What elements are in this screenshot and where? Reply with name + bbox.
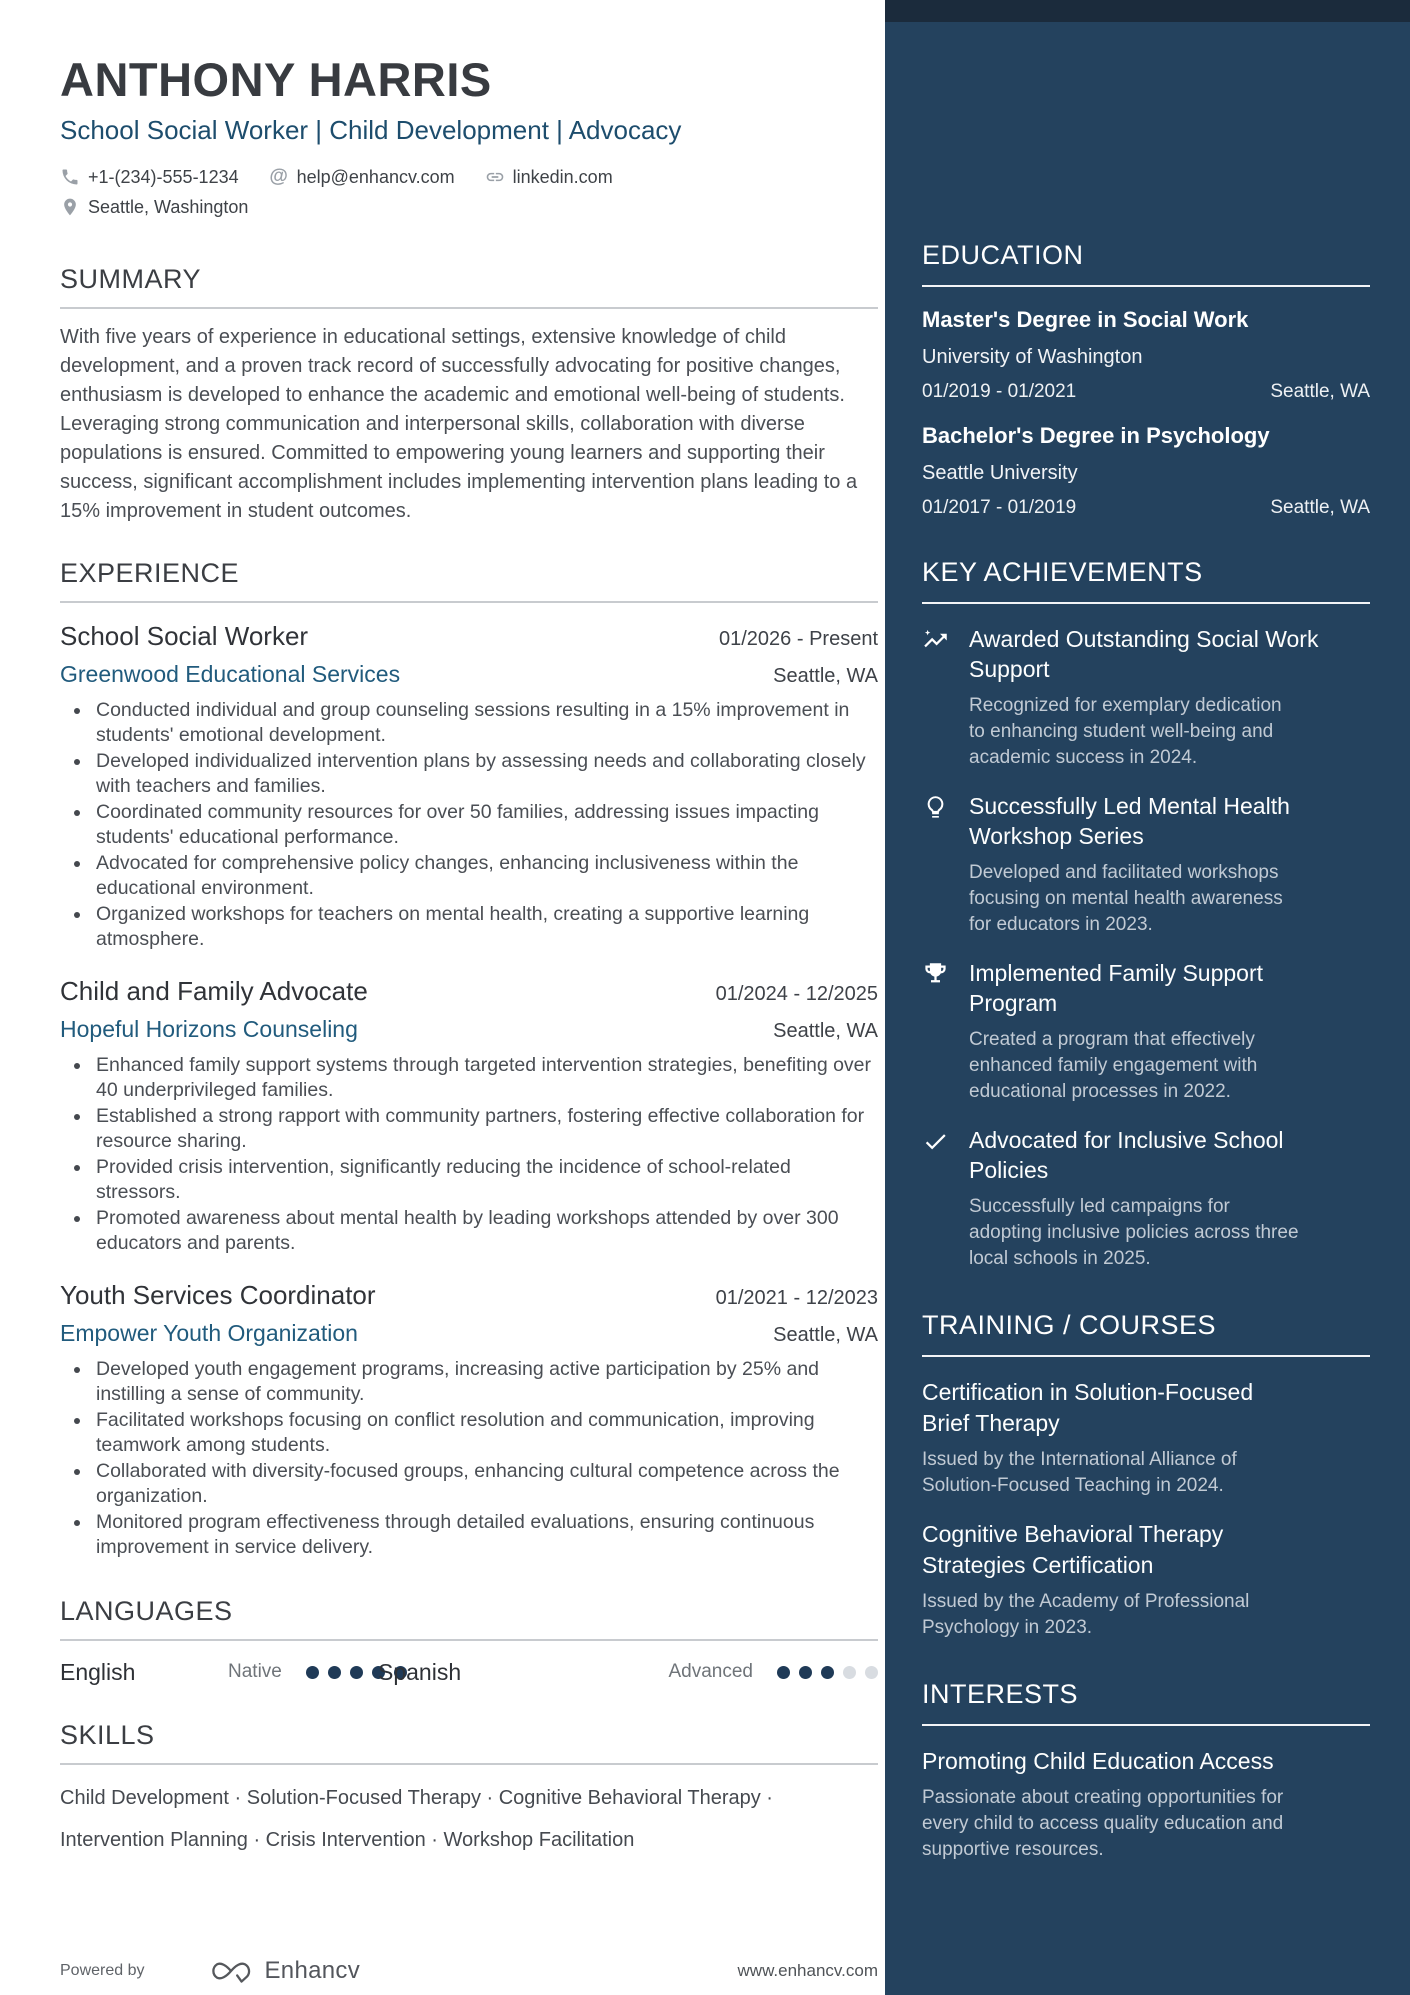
achievement-title: Advocated for Inclusive School Policies [969, 1127, 1284, 1183]
achievement-description: Recognized for exemplary dedication to enhancing student well-being and academic success in 2024. [969, 695, 1282, 768]
language-level: Advanced [668, 1661, 753, 1683]
sidebar-top-strip [885, 0, 1410, 22]
job-title: Child and Family Advocate [60, 975, 368, 1006]
bullet-item: Collaborated with diversity-focused groups, enhancing cultural competence across the organization. [60, 1459, 878, 1509]
location-text: Seattle, Washington [88, 196, 249, 217]
achievement-title: Implemented Family Support Program [969, 960, 1264, 1016]
skills-section [60, 1720, 878, 1861]
candidate-headline: School Social Worker | Child Development | Advocacy [60, 115, 682, 146]
checkmark-icon [922, 1125, 969, 1272]
job-dates: 01/2021 - 12/2023 [715, 1286, 878, 1309]
bullet-item: Established a strong rapport with community partners, fostering effective collaboration for resource sharing. [60, 1104, 878, 1154]
proficiency-dot [865, 1666, 878, 1679]
courses-section [922, 1310, 1370, 1641]
section-divider [60, 1763, 878, 1765]
brand-name: Enhancv [264, 1956, 360, 1984]
trophy-icon [922, 958, 969, 1105]
section-divider [60, 1639, 878, 1641]
candidate-name: ANTHONY HARRIS [60, 53, 492, 106]
bullet-item: Conducted individual and group counseling sessions resulting in a 15% improvement in students' emotional development. [60, 698, 878, 748]
job-entry [60, 976, 878, 1256]
course-title: Certification in Solution-Focused Brief Therapy [922, 1379, 1254, 1436]
degree-title: Master's Degree in Social Work [922, 307, 1249, 332]
experience-heading: EXPERIENCE [60, 557, 240, 588]
achievement-item [922, 958, 1370, 1105]
summary-heading: SUMMARY [60, 263, 202, 294]
section-divider [60, 307, 878, 309]
trending-arrow-icon [922, 624, 969, 771]
skills-heading: SKILLS [60, 1719, 155, 1750]
achievement-item [922, 1125, 1370, 1272]
sidebar-divider [922, 1355, 1370, 1357]
language-level: Native [228, 1661, 282, 1683]
degree-title: Bachelor's Degree in Psychology [922, 423, 1270, 448]
job-dates: 01/2024 - 12/2025 [715, 982, 878, 1005]
proficiency-dot [821, 1666, 834, 1679]
achievement-description: Developed and facilitated workshops focusing on mental health awareness for educators in 2023. [969, 862, 1283, 935]
lightbulb-icon [922, 791, 969, 938]
powered-by-label: Powered by [60, 1961, 145, 1979]
course-description: Issued by the Academy of Professional Psychology in 2023. [922, 1591, 1250, 1638]
job-bullets [60, 1053, 878, 1256]
achievement-item [922, 791, 1370, 938]
phone-number: +1-(234)-555-1234 [88, 166, 239, 187]
education-section [922, 240, 1370, 519]
job-bullets [60, 1357, 878, 1560]
language-item [60, 1659, 378, 1686]
languages-row [60, 1659, 878, 1686]
proficiency-dot [328, 1666, 341, 1679]
sidebar-content [885, 0, 1410, 1863]
phone-contact[interactable] [60, 167, 239, 188]
achievements-heading: KEY ACHIEVEMENTS [922, 557, 1203, 587]
skills-list: Child Development · Solution-Focused Therapy · Cognitive Behavioral Therapy · Intervention Planning · Crisis Intervention · Workshop Facilitation [60, 1786, 773, 1851]
job-bullets [60, 698, 878, 952]
job-location: Seattle, WA [773, 664, 878, 687]
proficiency-dot [350, 1666, 363, 1679]
achievement-description: Created a program that effectively enhanced family engagement with educational processes in 2022. [969, 1029, 1258, 1102]
sidebar-divider [922, 1724, 1370, 1726]
bullet-item: Promoted awareness about mental health by leading workshops attended by over 300 educators and parents. [60, 1206, 878, 1256]
footer [60, 1957, 878, 1985]
email-contact[interactable] [269, 167, 455, 188]
language-proficiency-dots [777, 1666, 878, 1679]
education-entry [922, 421, 1370, 519]
achievement-item [922, 624, 1370, 771]
location-row [60, 197, 878, 218]
bullet-item: Monitored program effectiveness through detailed evaluations, ensuring continuous improvement in service delivery. [60, 1510, 878, 1560]
email-address: help@enhancv.com [296, 166, 455, 187]
interest-title: Promoting Child Education Access [922, 1748, 1274, 1774]
language-name: English [60, 1658, 136, 1685]
sidebar-divider [922, 602, 1370, 604]
bullet-item: Enhanced family support systems through targeted intervention strategies, benefiting over 40 underprivileged families. [60, 1053, 878, 1103]
job-entry [60, 1280, 878, 1560]
education-entry [922, 305, 1370, 403]
courses-heading: TRAINING / COURSES [922, 1310, 1217, 1340]
education-location: Seattle, WA [1270, 381, 1370, 402]
education-location: Seattle, WA [1270, 497, 1370, 518]
proficiency-dot [777, 1666, 790, 1679]
at-icon: @ [269, 166, 288, 188]
bullet-item: Developed individualized intervention plans by assessing needs and collaborating closely with teachers and families. [60, 749, 878, 799]
bullet-item: Provided crisis intervention, significantly reducing the incidence of school-related stressors. [60, 1155, 878, 1205]
bullet-item: Facilitated workshops focusing on conflict resolution and communication, improving teamwork among students. [60, 1408, 878, 1458]
bullet-item: Organized workshops for teachers on mental health, creating a supportive learning atmosphere. [60, 902, 878, 952]
linkedin-url: linkedin.com [512, 166, 613, 187]
course-title: Cognitive Behavioral Therapy Strategies Certification [922, 1521, 1224, 1578]
interests-heading: INTERESTS [922, 1679, 1079, 1709]
proficiency-dot [306, 1666, 319, 1679]
course-item [922, 1519, 1370, 1641]
experience-section [60, 558, 878, 1560]
education-dates: 01/2019 - 01/2021 [922, 381, 1077, 402]
bullet-item: Advocated for comprehensive policy changes, enhancing inclusiveness within the educational environment. [60, 851, 878, 901]
job-title: School Social Worker [60, 620, 309, 651]
job-location: Seattle, WA [773, 1323, 878, 1346]
proficiency-dot [843, 1666, 856, 1679]
enhancv-logo [209, 1957, 253, 1985]
location-pin-icon [60, 197, 80, 217]
proficiency-dot [799, 1666, 812, 1679]
phone-icon [60, 167, 80, 187]
languages-heading: LANGUAGES [60, 1595, 233, 1626]
interests-section [922, 1679, 1370, 1863]
interest-description: Passionate about creating opportunities for every child to access quality education and supportive resources. [922, 1787, 1284, 1860]
school-name: Seattle University [922, 462, 1078, 484]
achievements-section [922, 557, 1370, 1272]
sidebar-divider [922, 285, 1370, 287]
language-item [378, 1659, 878, 1686]
linkedin-contact[interactable] [485, 167, 613, 188]
summary-section [60, 264, 878, 526]
interest-item [922, 1746, 1370, 1863]
achievement-title: Successfully Led Mental Health Workshop Series [969, 793, 1290, 849]
education-dates: 01/2017 - 01/2019 [922, 497, 1077, 518]
job-dates: 01/2026 - Present [719, 627, 878, 650]
job-company: Empower Youth Organization [60, 1319, 358, 1346]
job-location: Seattle, WA [773, 1019, 878, 1042]
link-icon [485, 167, 505, 187]
job-title: Youth Services Coordinator [60, 1279, 376, 1310]
school-name: University of Washington [922, 346, 1143, 368]
bullet-item: Developed youth engagement programs, increasing active participation by 25% and instilling a sense of community. [60, 1357, 878, 1407]
job-entry [60, 621, 878, 952]
achievement-title: Awarded Outstanding Social Work Support [969, 626, 1319, 682]
section-divider [60, 601, 878, 603]
bullet-item: Coordinated community resources for over 50 families, addressing issues impacting students' educational performance. [60, 800, 878, 850]
achievement-description: Successfully led campaigns for adopting inclusive policies across three local schools in 2025. [969, 1196, 1299, 1269]
website-link[interactable]: www.enhancv.com [737, 1960, 878, 1980]
course-description: Issued by the International Alliance of Solution-Focused Teaching in 2024. [922, 1449, 1237, 1496]
languages-section [60, 1596, 878, 1686]
sidebar [885, 0, 1410, 1995]
job-company: Greenwood Educational Services [60, 660, 401, 687]
summary-text: With five years of experience in educational settings, extensive knowledge of child development, and a proven track record of successfully advocating for positive changes, enthusiasm is developed to enhance the academic and emotional well-being of students. Leveraging strong communication and interpersonal skills, collaboration with diverse populations is ensured. Committed to empowering young learners and supporting their success, significant accomplishment includes implementing intervention plans leading to a 15% improvement in student outcomes. [60, 325, 858, 522]
course-item [922, 1377, 1370, 1499]
location-item [60, 197, 248, 218]
language-name: Spanish [378, 1658, 462, 1685]
contact-row [60, 167, 878, 188]
education-heading: EDUCATION [922, 240, 1084, 270]
job-company: Hopeful Horizons Counseling [60, 1015, 358, 1042]
